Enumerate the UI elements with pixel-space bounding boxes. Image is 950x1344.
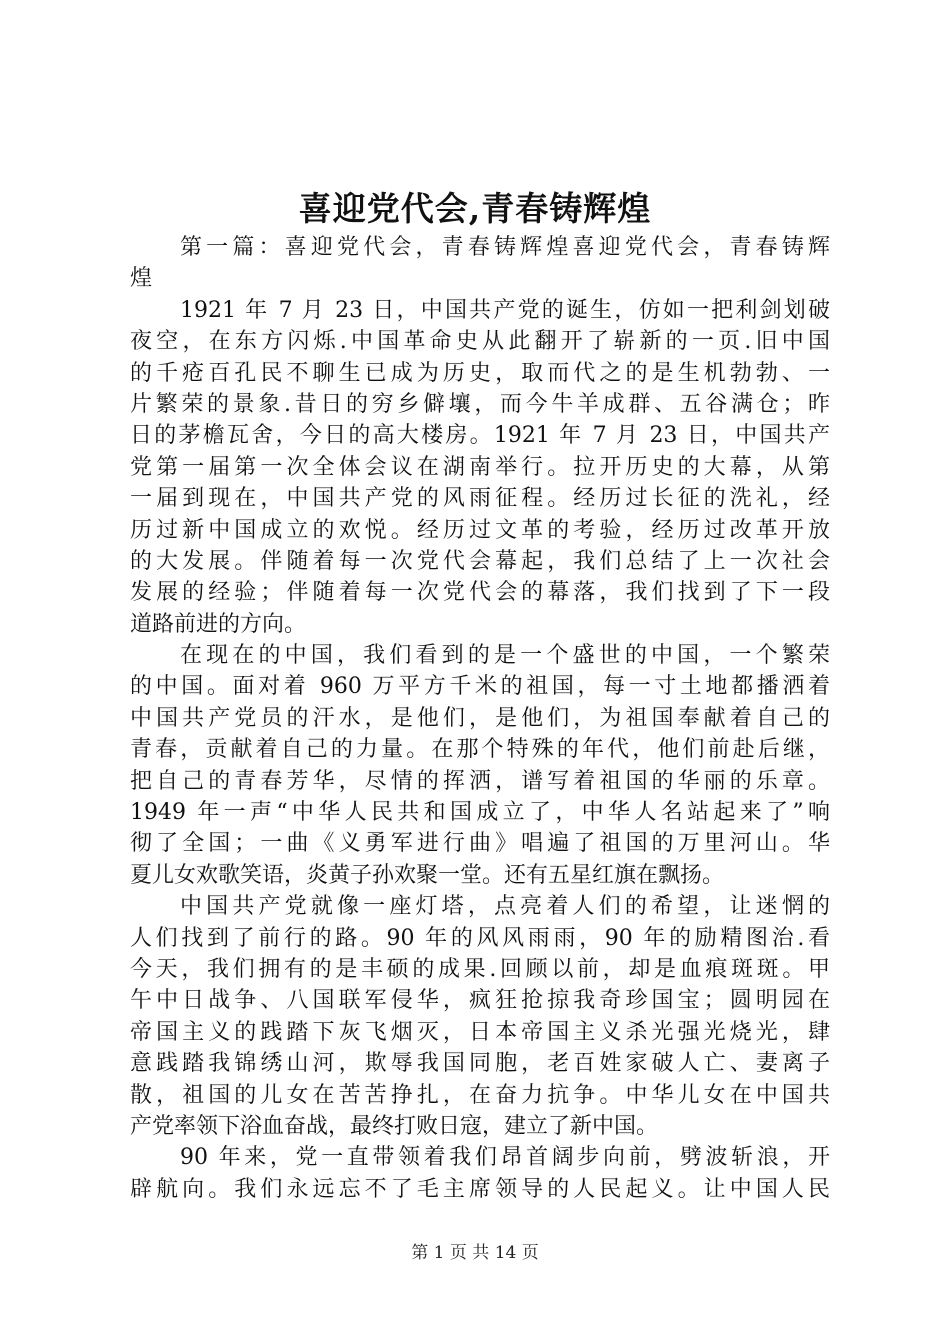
text-line: 中国共产党员的汗水，是他们，是他们，为祖国奉献着自己的 <box>130 705 830 731</box>
text-line: 的大发展。伴随着每一次党代会幕起，我们总结了上一次社会 <box>130 548 830 574</box>
text-line: 今天，我们拥有的是丰硕的成果.回顾以前，却是血痕斑斑。甲 <box>130 956 830 982</box>
text-line: 青春，贡献着自己的力量。在那个特殊的年代，他们前赴后继， <box>130 737 830 763</box>
text-line: 夏儿女欢歌笑语，炎黄子孙欢聚一堂。还有五星红旗在飘扬。 <box>130 862 725 888</box>
text-line: 夜空，在东方闪烁.中国革命史从此翻开了崭新的一页.旧中国 <box>130 329 830 355</box>
text-line: 历过新中国成立的欢悦。经历过文革的考验，经历过改革开放 <box>130 517 830 543</box>
text-line: 片繁荣的景象.昔日的穷乡僻壤，而今牛羊成群、五谷满仓；昨 <box>130 391 830 417</box>
text-line: 一届到现在，中国共产党的风雨征程。经历过长征的洗礼，经 <box>130 486 830 512</box>
text-line: 煌 <box>130 266 153 292</box>
text-line: 发展的经验；伴随着每一次党代会的幕落，我们找到了下一段 <box>130 580 830 606</box>
text-line: 道路前进的方向。 <box>130 611 307 637</box>
text-line: 党第一届第一次全体会议在湖南举行。拉开历史的大幕，从第 <box>130 454 830 480</box>
text-line: 第一篇：喜迎党代会，青春铸辉煌喜迎党代会，青春铸辉 <box>180 235 830 260</box>
text-line: 意践踏我锦绣山河，欺辱我国同胞，老百姓家破人亡、妻离子 <box>130 1051 830 1077</box>
text-line: 帝国主义的践踏下灰飞烟灭，日本帝国主义杀光强光烧光，肆 <box>130 1019 830 1045</box>
text-line: 散，祖国的儿女在苦苦挣扎，在奋力抗争。中华儿女在中国共 <box>130 1082 830 1108</box>
text-line: 把自己的青春芳华，尽情的挥洒，谱写着祖国的华丽的乐章。 <box>130 768 830 794</box>
text-line: 的中国。面对着 960 万平方千米的祖国，每一寸土地都播洒着 <box>130 674 830 700</box>
text-line: 90 年来，党一直带领着我们昂首阔步向前，劈波斩浪，开 <box>180 1145 830 1171</box>
page-footer: 第 1 页 共 14 页 <box>411 1243 539 1263</box>
text-line: 日的茅檐瓦舍，今日的高大楼房。1921 年 7 月 23 日，中国共产 <box>130 423 830 449</box>
text-line: 的千疮百孔民不聊生已成为历史，取而代之的是生机勃勃、一 <box>130 360 830 386</box>
text-line: 辟航向。我们永远忘不了毛主席领导的人民起义。让中国人民 <box>130 1176 830 1202</box>
text-line: 中国共产党就像一座灯塔，点亮着人们的希望，让迷惘的 <box>180 894 830 920</box>
text-line: 彻了全国；一曲《义勇军进行曲》唱遍了祖国的万里河山。华 <box>130 831 830 857</box>
document-body <box>130 232 830 1205</box>
text-line: 在现在的中国，我们看到的是一个盛世的中国，一个繁荣 <box>180 643 830 669</box>
text-line: 人们找到了前行的路。90 年的风风雨雨，90 年的励精图治.看 <box>130 925 830 951</box>
text-line: 产党率领下浴血奋战，最终打败日寇，建立了新中国。 <box>130 1113 659 1139</box>
text-line: 1921 年 7 月 23 日，中国共产党的诞生，仿如一把利剑划破 <box>180 297 830 323</box>
text-line: 午中日战争、八国联军侵华，疯狂抢掠我奇珍国宝；圆明园在 <box>130 988 830 1014</box>
text-line: 1949 年一声“中华人民共和国成立了，中华人名站起来了”响 <box>130 800 830 826</box>
document-title: 喜迎党代会,青春铸辉煌 <box>298 189 652 228</box>
